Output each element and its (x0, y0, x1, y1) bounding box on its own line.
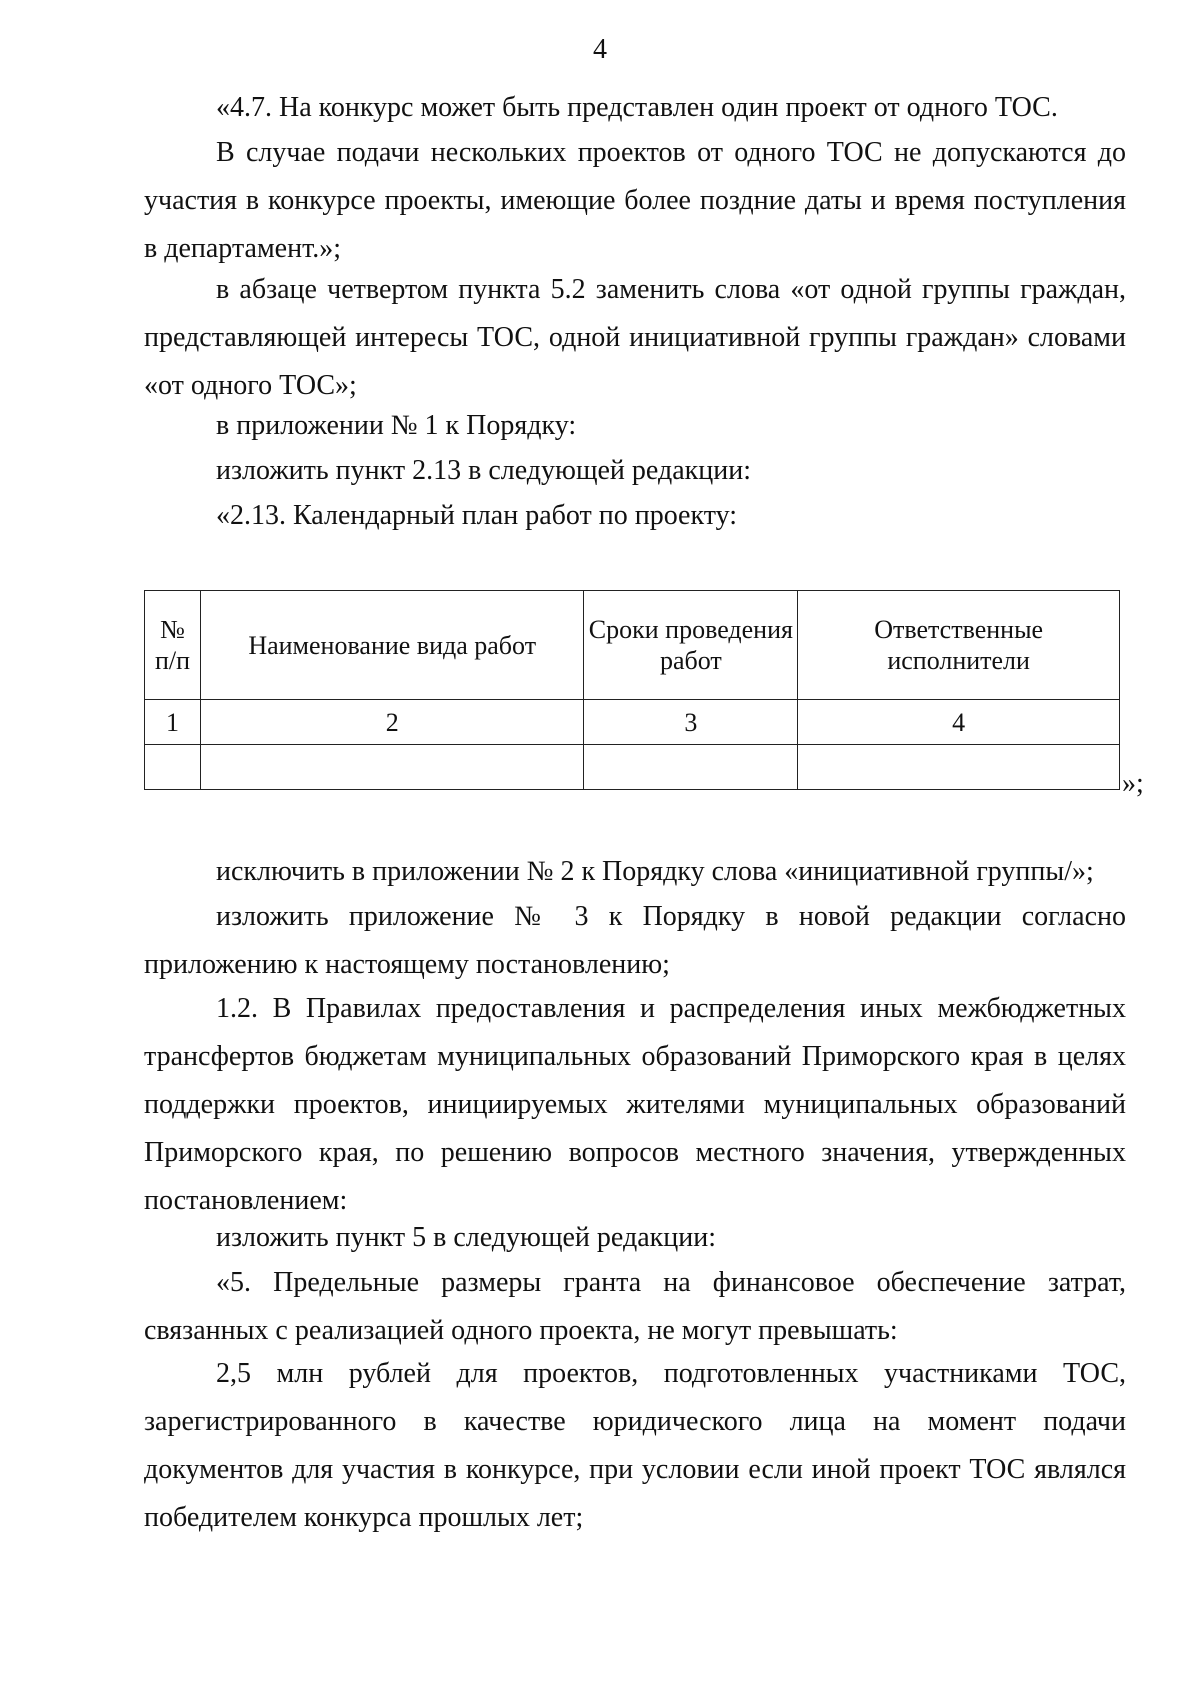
calendar-plan-table (144, 590, 1120, 790)
paragraph-item-2-13: изложить пункт 2.13 в следующей редакции: (216, 455, 751, 486)
table-row (145, 700, 1120, 745)
paragraph-calendar-plan: «2.13. Календарный план работ по проекту: (216, 500, 737, 531)
table-cell: 3 (584, 700, 798, 745)
paragraph-appendix-1: в приложении № 1 к Порядку: (216, 410, 577, 441)
table-cell: 2 (200, 700, 584, 745)
table-cell: 1 (145, 700, 201, 745)
paragraph-2-5-mln: 2,5 млн рублей для проектов, подготовленных участниками ТОС, зарегистрированного в качестве юридического лица на момент подачи документов для участия в конкурсе, при условии если иной проект ТОС являлся победителем конкурса прошлых лет; (144, 1358, 1126, 1533)
page-number: 4 (593, 34, 607, 65)
paragraph-item-5: изложить пункт 5 в следующей редакции: (216, 1222, 716, 1253)
header-responsible: Ответственные исполнители (798, 591, 1120, 700)
table-cell (145, 745, 201, 790)
paragraph-5-2-replace: в абзаце четвертом пункта 5.2 заменить слова «от одной группы граждан, представляющей интересы ТОС, одной инициативной группы граждан» словами «от одного ТОС»; (144, 274, 1126, 401)
paragraph-multiple-projects: В случае подачи нескольких проектов от одного ТОС не допускаются до участия в конкурсе проекты, имеющие более поздние даты и время поступления в департамент.»; (144, 137, 1126, 264)
header-terms: Сроки проведения работ (584, 591, 798, 700)
header-number: № п/п (145, 591, 201, 700)
paragraph-exclude-appendix-2: исключить в приложении № 2 к Порядку слова «инициативной группы/»; (216, 856, 1094, 887)
paragraph-grant-limits: «5. Предельные размеры гранта на финансовое обеспечение затрат, связанных с реализацией одного проекта, не могут превышать: (144, 1267, 1126, 1346)
table-cell (584, 745, 798, 790)
paragraph-appendix-3: изложить приложение № 3 к Порядку в новой редакции согласно приложению к настоящему постановлению; (144, 901, 1126, 980)
paragraph-4-7: «4.7. На конкурс может быть представлен один проект от одного ТОС. (216, 92, 1058, 123)
table-cell: 4 (798, 700, 1120, 745)
table-cell (200, 745, 584, 790)
table-cell (798, 745, 1120, 790)
table-header-row (145, 591, 1120, 700)
header-work-name: Наименование вида работ (200, 591, 584, 700)
paragraph-1-2-rules: 1.2. В Правилах предоставления и распределения иных межбюджетных трансфертов бюджетам муниципальных образований Приморского края в целях поддержки проектов, инициируемых жителями муниципальных образований Приморского края, по решению вопросов местного значения, утвержденных постановлением: (144, 993, 1126, 1216)
table-row (145, 745, 1120, 790)
table-closing-mark: »; (1122, 768, 1144, 799)
